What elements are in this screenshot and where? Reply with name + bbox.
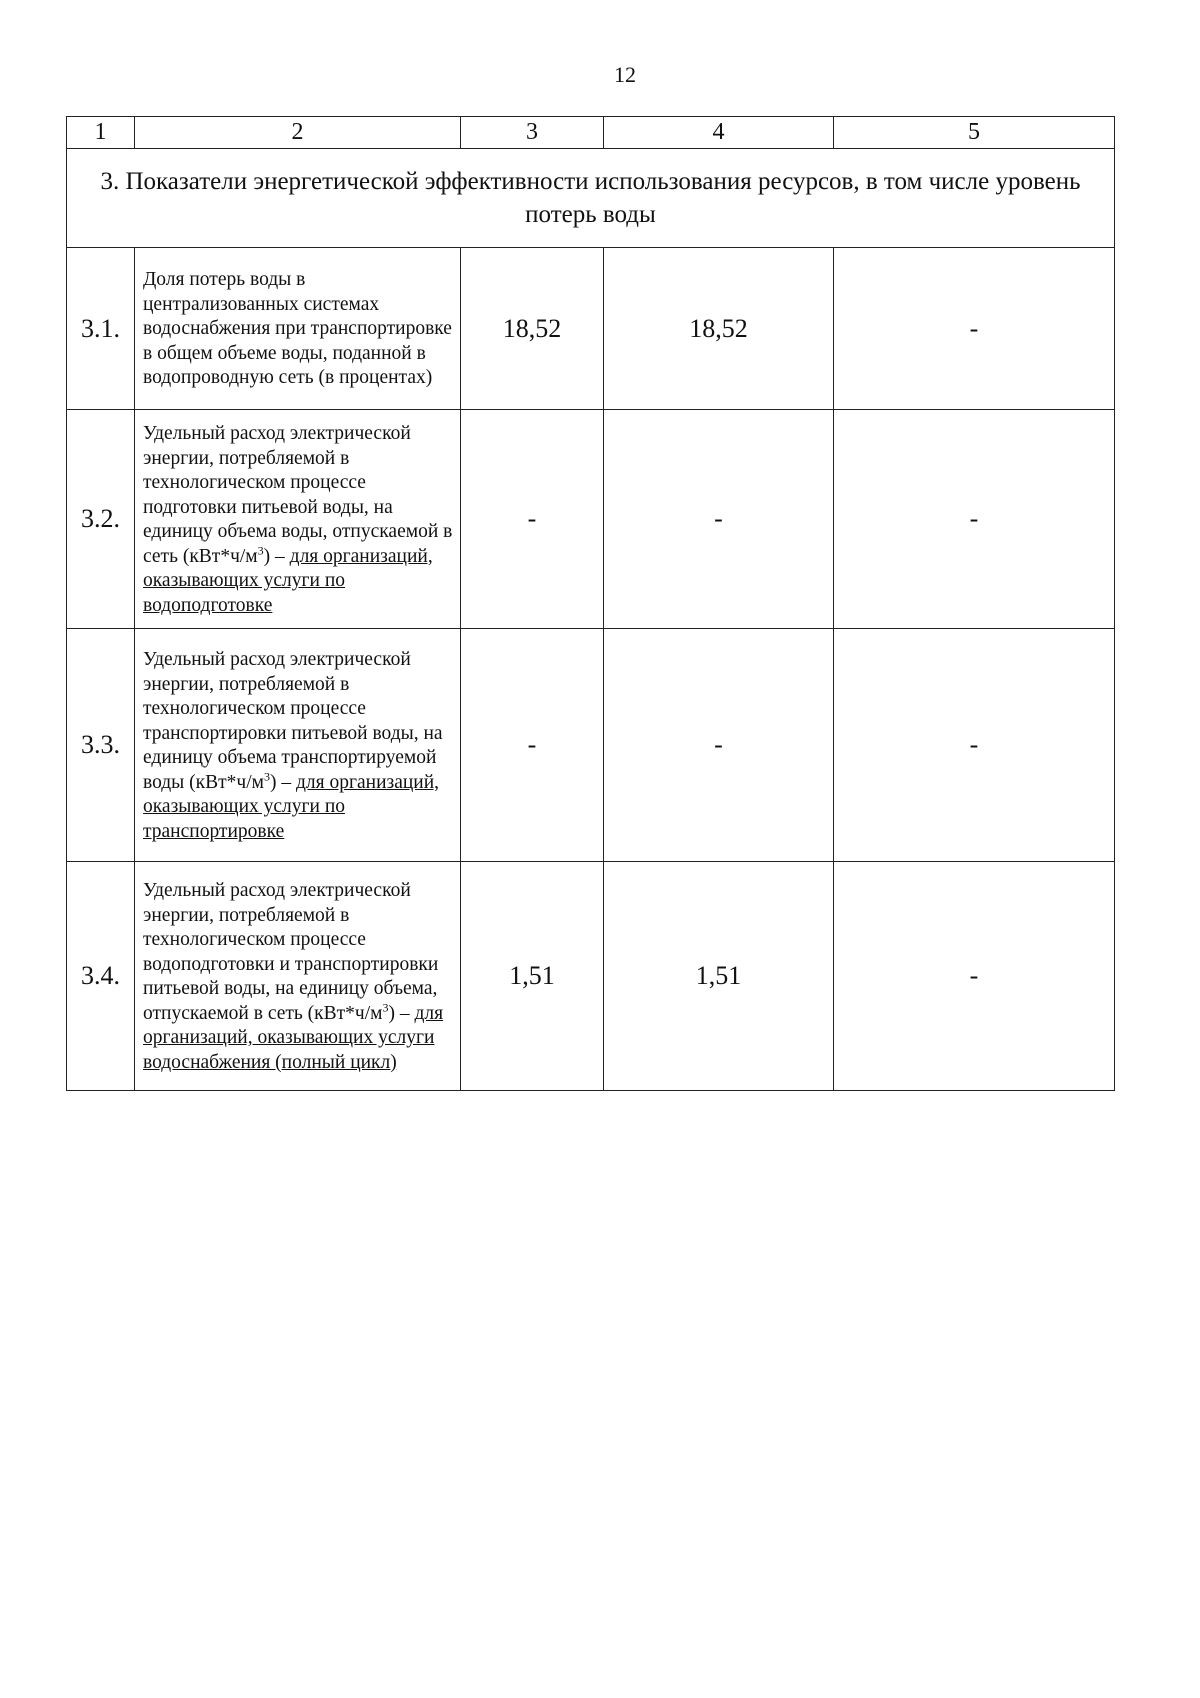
value-col3: - (461, 410, 604, 629)
description-text-after: ) – (269, 771, 296, 793)
column-header-row (67, 117, 1115, 149)
superscript: 3 (257, 543, 264, 557)
superscript: 3 (382, 1000, 389, 1014)
value-col4: 1,51 (604, 862, 834, 1091)
description-text: Удельный расход электрической энергии, потребляемой в технологическом процессе подготовки питьевой воды, на единицу объема воды, отпускаемой в сеть (кВт*ч/м (143, 423, 453, 567)
page-number: 12 (614, 62, 636, 87)
section-title-row (67, 149, 1115, 248)
description-underlined: для организаций, оказывающих услуги по транспортировке (143, 771, 440, 842)
description-underlined: для организаций, оказывающих услуги по водоподготовке (143, 545, 433, 616)
row-number: 3.4. (67, 862, 135, 1091)
table-row (67, 629, 1115, 862)
description-text: Удельный расход электрической энергии, потребляемой в технологическом процессе водоподготовки и транспортировки питьевой воды, на единицу объема, отпускаемой в сеть (кВт*ч/м (143, 880, 439, 1024)
table-row (67, 410, 1115, 629)
column-header-1: 1 (67, 117, 135, 149)
row-description (135, 248, 461, 410)
value-col4: - (604, 410, 834, 629)
table-row (67, 862, 1115, 1091)
description-text-after: ) – (388, 1002, 415, 1024)
value-col5: - (834, 248, 1115, 410)
row-description (135, 629, 461, 862)
column-header-2: 2 (135, 117, 461, 149)
description-text-after: ) – (263, 545, 290, 567)
row-description (135, 410, 461, 629)
column-header-4: 4 (604, 117, 834, 149)
row-number: 3.2. (67, 410, 135, 629)
row-description (135, 862, 461, 1091)
value-col3: 1,51 (461, 862, 604, 1091)
column-header-3: 3 (461, 117, 604, 149)
value-col5: - (834, 410, 1115, 629)
value-col4: 18,52 (604, 248, 834, 410)
indicators-table (66, 116, 1115, 1091)
value-col5: - (834, 862, 1115, 1091)
row-number: 3.1. (67, 248, 135, 410)
value-col5: - (834, 629, 1115, 862)
description-underlined: для организаций, оказывающих услуги водоснабжения (полный цикл) (143, 1002, 444, 1073)
column-header-5: 5 (834, 117, 1115, 149)
description-text: Удельный расход электрической энергии, потребляемой в технологическом процессе транспортировки питьевой воды, на единицу объема транспортируемой воды (кВт*ч/м (143, 649, 443, 793)
description-text: Доля потерь воды в централизованных системах водоснабжения при транспортировке в общем объеме воды, поданной в водопроводную сеть (в процентах) (143, 269, 452, 389)
row-number: 3.3. (67, 629, 135, 862)
value-col3: 18,52 (461, 248, 604, 410)
value-col3: - (461, 629, 604, 862)
value-col4: - (604, 629, 834, 862)
table-row (67, 248, 1115, 410)
section-title: 3. Показатели энергетической эффективности использования ресурсов, в том числе уровень потерь воды (67, 149, 1115, 248)
superscript: 3 (263, 769, 270, 783)
